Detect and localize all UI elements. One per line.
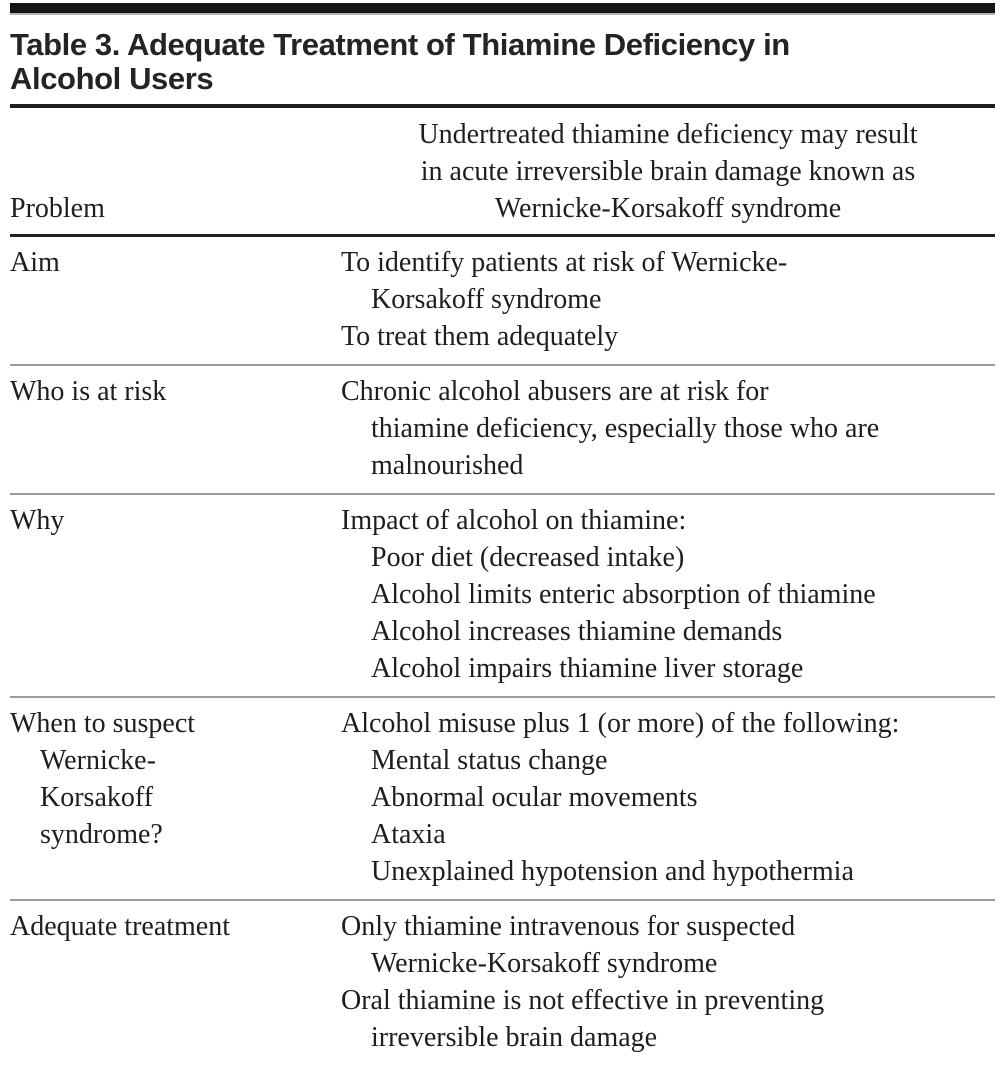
detail-line: irreversible brain damage: [371, 1022, 658, 1053]
problem-line: Adequate treatment: [10, 911, 231, 942]
detail-line: thiamine deficiency, especially those who are: [371, 413, 880, 444]
problem-cell: [10, 908, 341, 1056]
detail-line: Poor diet (decreased intake): [371, 542, 685, 573]
detail-cell: [341, 908, 995, 1056]
detail-line: Alcohol misuse plus 1 (or more) of the following:: [341, 708, 900, 739]
detail-line: Unexplained hypotension and hypothermia: [371, 856, 854, 887]
detail-line: Korsakoff syndrome: [371, 284, 602, 315]
table-row: [10, 495, 995, 698]
table-title: [10, 28, 995, 96]
detail-line: To identify patients at risk of Wernicke-: [341, 247, 788, 278]
detail-cell: [341, 502, 995, 687]
detail-line: Chronic alcohol abusers are at risk for: [341, 376, 769, 407]
description-header-cell: [341, 116, 995, 227]
problem-line: Aim: [10, 247, 60, 278]
detail-cell: [341, 244, 995, 355]
problem-line: Why: [10, 505, 65, 536]
description-header-line-1: Undertreated thiamine deficiency may result: [418, 119, 918, 150]
detail-cell: [341, 705, 995, 890]
table-row: [10, 901, 995, 1065]
problem-cell: [10, 705, 341, 890]
problem-cell: [10, 373, 341, 484]
detail-line: Abnormal ocular movements: [371, 782, 698, 813]
table-title-line-1: Table 3. Adequate Treatment of Thiamine Deficiency in: [10, 27, 790, 62]
detail-line: Oral thiamine is not effective in preventing: [341, 985, 825, 1016]
problem-line: Wernicke-: [40, 745, 156, 776]
detail-line: Alcohol impairs thiamine liver storage: [371, 653, 804, 684]
problem-line: syndrome?: [40, 819, 163, 850]
description-header-line-3: Wernicke-Korsakoff syndrome: [494, 193, 842, 224]
table-row: [10, 698, 995, 901]
problem-line: Who is at risk: [10, 376, 167, 407]
top-bar: [10, 3, 995, 15]
table-title-line-2: Alcohol Users: [10, 61, 214, 96]
table-body: [10, 237, 995, 1065]
problem-line: When to suspect: [10, 708, 196, 739]
detail-line: To treat them adequately: [341, 321, 619, 352]
problem-cell: [10, 502, 341, 687]
table-header-row: [10, 108, 995, 237]
description-header-line-2: in acute irreversible brain damage known as: [420, 156, 916, 187]
detail-line: Alcohol limits enteric absorption of thiamine: [371, 579, 876, 610]
problem-column-header: Problem: [10, 193, 105, 224]
detail-line: Ataxia: [371, 819, 446, 850]
problem-cell: [10, 244, 341, 355]
problem-line: Korsakoff: [40, 782, 154, 813]
detail-line: Only thiamine intravenous for suspected: [341, 911, 796, 942]
problem-header-cell: [10, 116, 341, 227]
detail-line: Mental status change: [371, 745, 608, 776]
detail-line: Alcohol increases thiamine demands: [371, 616, 783, 647]
table-row: [10, 366, 995, 495]
detail-line: malnourished: [371, 450, 524, 481]
detail-cell: [341, 373, 995, 484]
detail-line: Wernicke-Korsakoff syndrome: [371, 948, 718, 979]
table-row: [10, 237, 995, 366]
detail-line: Impact of alcohol on thiamine:: [341, 505, 687, 536]
